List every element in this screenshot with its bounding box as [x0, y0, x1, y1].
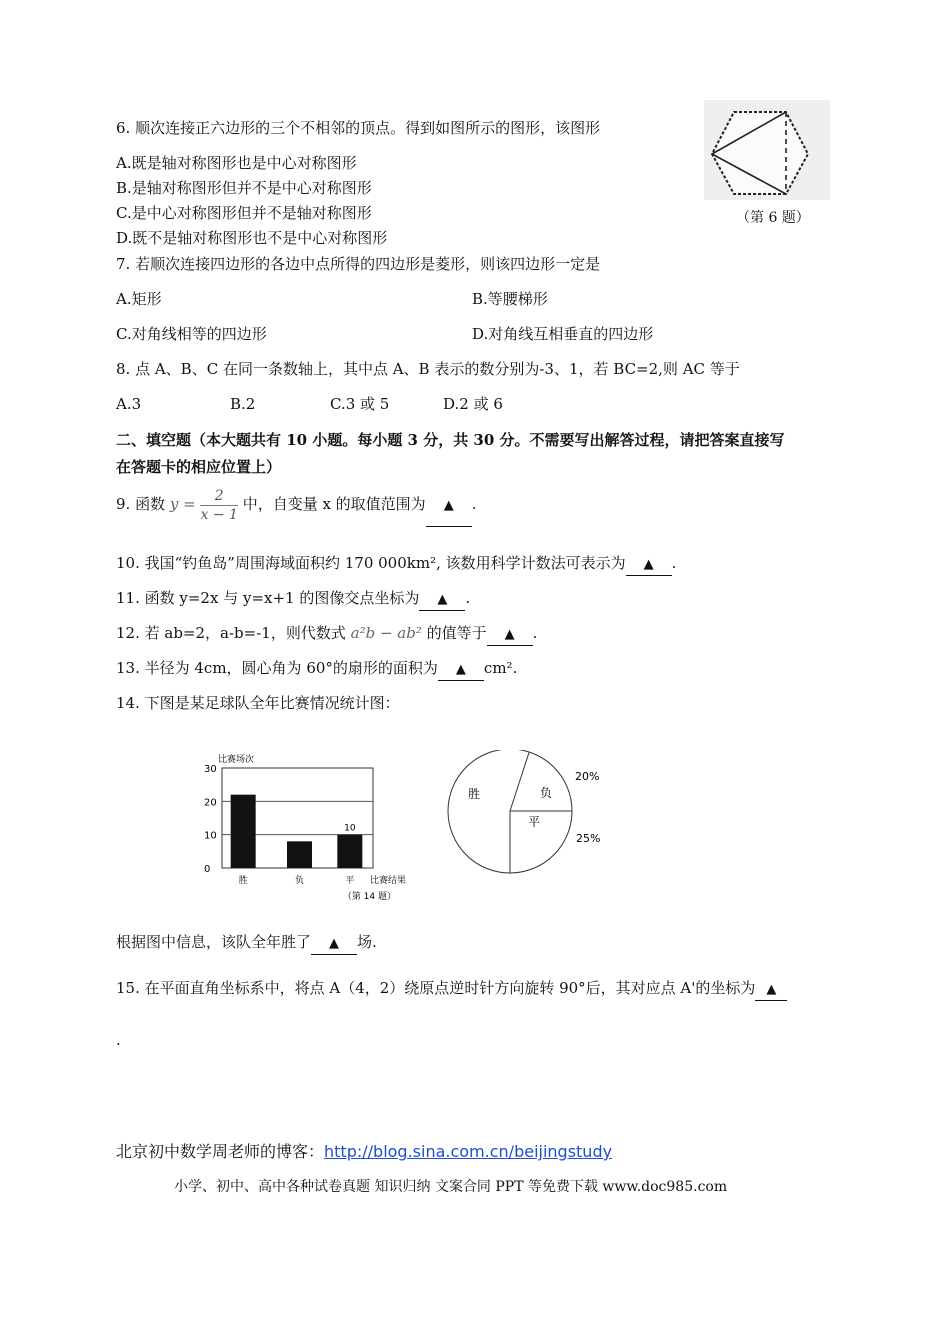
q10-answer-blank[interactable]: ▲ [626, 555, 672, 576]
q11-prefix: 11. 函数 y=2x 与 y=x+1 的图像交点坐标为 [116, 589, 420, 607]
q12-prefix: 12. 若 ab=2，a-b=-1，则代数式 [116, 624, 346, 642]
q9-denominator: x − 1 [200, 506, 238, 523]
q10-end: . [671, 554, 677, 572]
q6-option-c: C.是中心对称图形但并不是轴对称图形 [116, 204, 372, 222]
bar-chart-category-label: 胜 [238, 876, 248, 886]
q14-answer-line [116, 932, 377, 955]
q8-option-d: D.2 或 6 [443, 395, 503, 413]
bar-chart-ytick-label: 20 [204, 797, 217, 809]
q15-text: 15. 在平面直角坐标系中，将点 A（4，2）绕原点逆时针方向旋转 90°后，其对应点 A'的坐标为 [116, 979, 756, 997]
bar-chart-category-label: 平 [345, 876, 355, 886]
bar-chart-ylabel: 比赛场次 [218, 755, 255, 765]
pie-slice-label: 胜 [468, 787, 481, 801]
bar-chart-caption: （第 14 题） [342, 892, 396, 902]
bar-chart [196, 750, 436, 910]
q8-option-a: A.3 [116, 395, 142, 413]
q8-option-c: C.3 或 5 [330, 395, 390, 413]
pie-slice-label: 平 [528, 815, 541, 829]
q9-y-eq: y = [169, 495, 196, 513]
q9-fraction [200, 487, 237, 524]
q12-end: . [532, 624, 538, 642]
bar-chart-category-label: 负 [294, 876, 305, 886]
q13-prefix: 13. 半径为 4cm，圆心角为 60°的扇形的面积为 [116, 659, 438, 677]
section2-heading-line2: 在答题卡的相应位置上） [116, 458, 282, 476]
q6-figure-caption: （第 6 题） [736, 210, 810, 226]
q11 [116, 588, 470, 611]
q12 [116, 623, 537, 646]
q14-stem: 14. 下图是某足球队全年比赛情况统计图： [116, 694, 400, 712]
q7-option-d: D.对角线互相垂直的四边形 [472, 325, 654, 343]
footer-blog-link[interactable]: http://blog.sina.com.cn/beijingstudy [324, 1142, 613, 1161]
bar-chart-ytick-label: 30 [204, 764, 217, 775]
q13-end: cm². [483, 659, 518, 677]
bar-1 [231, 795, 256, 868]
q9-answer-blank[interactable]: ▲ [426, 486, 472, 527]
q14-end: 场. [357, 933, 377, 951]
bar-chart-xlabel: 比赛结果 [370, 876, 407, 886]
bar-chart-data-label: 10 [344, 823, 356, 834]
q15-end: . [116, 1031, 121, 1049]
q13-answer-blank[interactable]: ▲ [438, 660, 484, 681]
q9 [116, 484, 476, 527]
pie-percent-label: 25% [576, 832, 601, 845]
q11-answer-blank[interactable]: ▲ [419, 590, 465, 611]
q6-stem: 6. 顺次连接正六边形的三个不相邻的顶点。得到如图所示的图形，该图形 [116, 119, 601, 137]
pie-slice-label: 负 [540, 786, 553, 800]
q9-end: . [471, 495, 477, 513]
q12-expression: a²b − ab² [350, 624, 422, 642]
hexagon-figure [704, 100, 830, 200]
q10-prefix: 10. 我国“钓鱼岛”周围海域面积约 170 000km², 该数用科学计数法可表示为 [116, 554, 626, 572]
q7-stem: 7. 若顺次连接四边形的各边中点所得的四边形是菱形，则该四边形一定是 [116, 255, 601, 273]
q6-option-b: B.是轴对称图形但并不是中心对称图形 [116, 179, 372, 197]
footer-blog-label: 北京初中数学周老师的博客： [116, 1142, 325, 1161]
q13 [116, 658, 517, 681]
q9-numerator: 2 [200, 487, 237, 506]
bar-chart-ytick-label: 10 [204, 830, 217, 842]
footer-download-line: 小学、初中、高中各种试卷真题 知识归纳 文案合同 PPT 等免费下载 www.doc985.com [174, 1179, 728, 1195]
pie-chart [446, 750, 612, 875]
q7-option-b: B.等腰梯形 [472, 290, 548, 308]
bar-chart-ytick-label: 0 [204, 864, 211, 875]
q9-suffix: 中，自变量 x 的取值范围为 [242, 495, 426, 513]
q15 [116, 978, 787, 1001]
pie-percent-label: 20% [575, 770, 600, 783]
q10 [116, 553, 676, 576]
q11-end: . [465, 589, 471, 607]
q7-option-c: C.对角线相等的四边形 [116, 325, 267, 343]
q14-answer-blank[interactable]: ▲ [311, 934, 357, 955]
q7-option-a: A.矩形 [116, 290, 162, 308]
footer-blog [116, 1141, 612, 1163]
q14-after: 根据图中信息，该队全年胜了 [116, 933, 312, 951]
bar-3 [337, 835, 362, 868]
q8-stem: 8. 点 A、B、C 在同一条数轴上，其中点 A、B 表示的数分别为-3、1，若 BC=2,则 AC 等于 [116, 360, 740, 378]
bar-2 [287, 841, 312, 868]
q9-prefix: 9. 函数 [116, 495, 166, 513]
section2-heading-line1: 二、填空题（本大题共有 10 小题。每小题 3 分，共 30 分。不需要写出解答过程，请把答案直接写 [116, 431, 785, 449]
q15-answer-blank[interactable]: ▲ [755, 980, 787, 1001]
q6-option-a: A.既是轴对称图形也是中心对称图形 [116, 154, 357, 172]
q6-option-d: D.既不是轴对称图形也不是中心对称图形 [116, 229, 388, 247]
q12-suffix: 的值等于 [426, 624, 487, 642]
q12-answer-blank[interactable]: ▲ [487, 625, 533, 646]
q8-option-b: B.2 [230, 395, 256, 413]
